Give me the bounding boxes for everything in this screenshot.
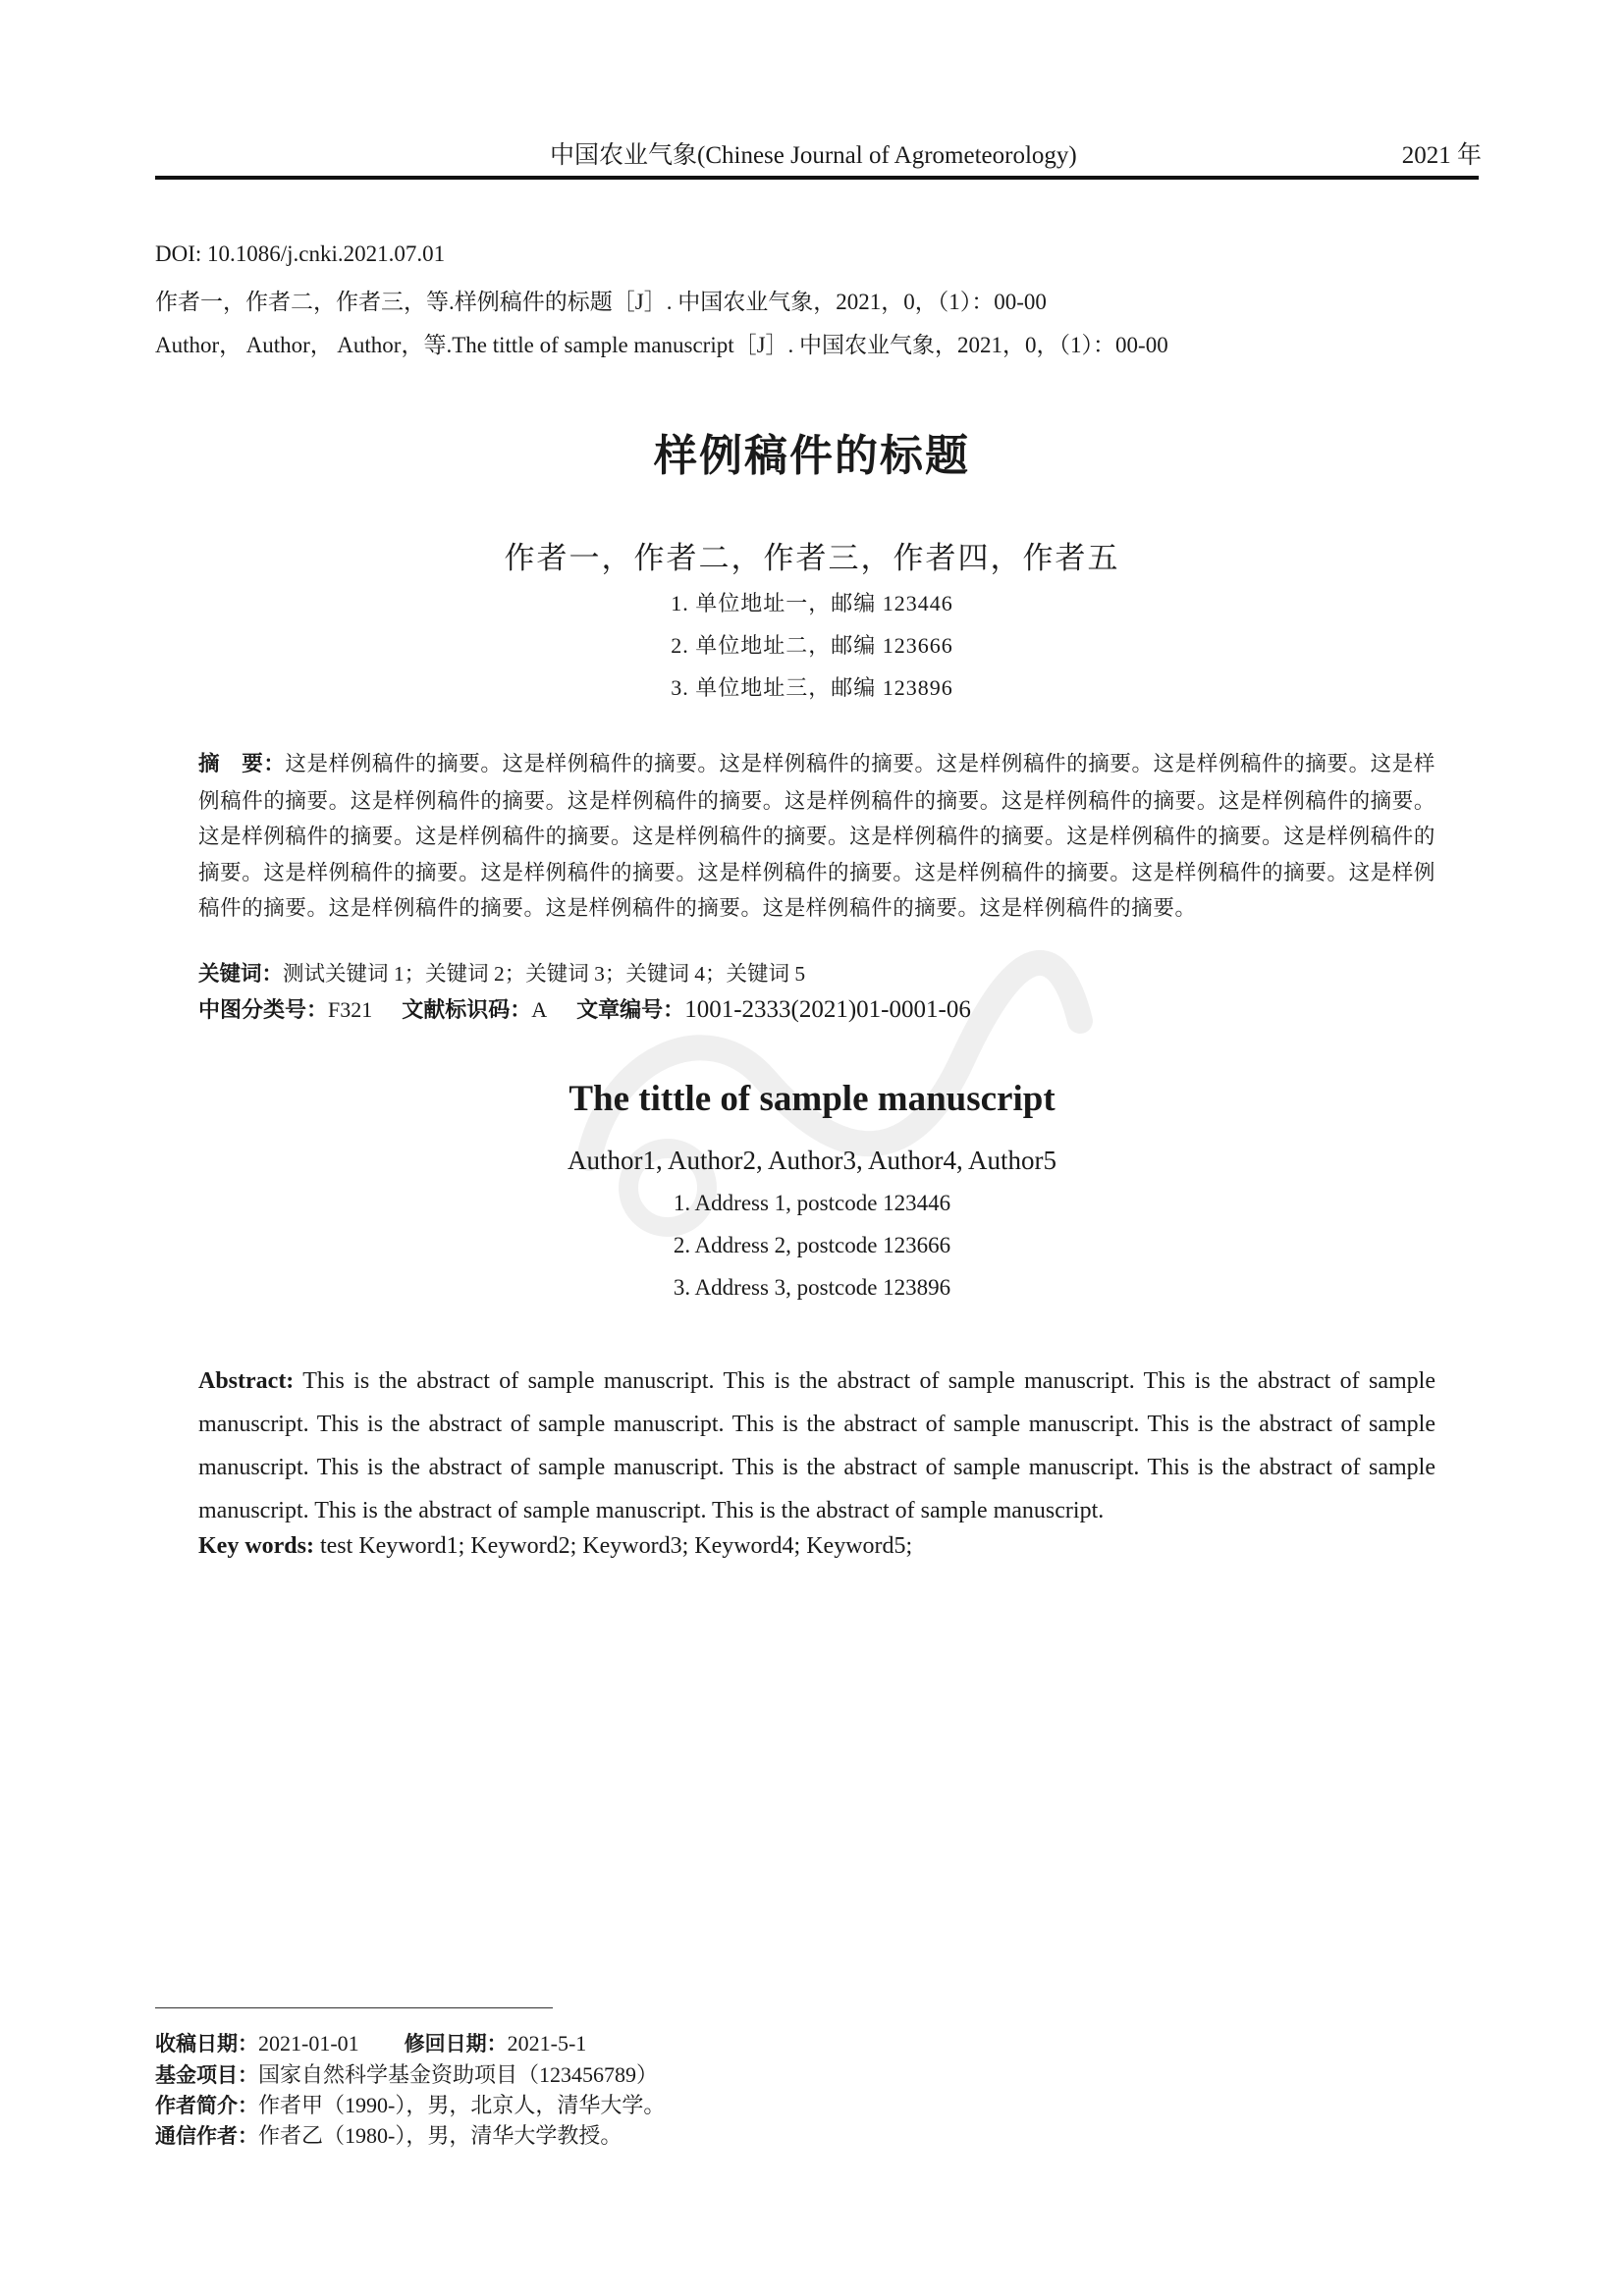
en-abstract bbox=[198, 1360, 1435, 1532]
cn-affiliation-3: 3. 单位地址三，邮编 123896 bbox=[671, 675, 953, 700]
cn-title: 样例稿件的标题 bbox=[654, 431, 970, 481]
header-rule bbox=[155, 176, 1479, 180]
en-authors: Author1, Author2, Author3, Author4, Author5 bbox=[568, 1146, 1056, 1175]
article-no-label: 文章编号： bbox=[576, 998, 685, 1023]
en-keywords-label: Key words: bbox=[198, 1533, 314, 1559]
cn-keywords-label: 关键词： bbox=[198, 962, 284, 987]
cn-abstract-text: 这是样例稿件的摘要。这是样例稿件的摘要。这是样例稿件的摘要。这是样例稿件的摘要。这是样例稿件的摘要。这是样例稿件的摘要。这是样例稿件的摘要。这是样例稿件的摘要。这是样例稿件的摘要。这是样例稿件的摘要。这是样例稿件的摘要。这是样例稿件的摘要。这是样例稿件的摘要。这是样例稿件的摘要。这是样例稿件的摘要。这是样例稿件的摘要。这是样例稿件的摘要。这是样例稿件的摘要。这是样例稿件的摘要。这是样例稿件的摘要。这是样例稿件的摘要。这是样例稿件的摘要。这是样例稿件的摘要。这是样例稿件的摘要。这是样例稿件的摘要。这是样例稿件的摘要。这是样例稿件的摘要。 bbox=[198, 752, 1435, 920]
article-no-value: 1001-2333(2021)01-0001-06 bbox=[684, 996, 971, 1023]
cn-affiliation-1: 1. 单位地址一，邮编 123446 bbox=[671, 591, 953, 615]
fund-value: 国家自然科学基金资助项目（123456789） bbox=[258, 2062, 659, 2087]
doi-line: DOI: 10.1086/j.cnki.2021.07.01 bbox=[155, 241, 446, 266]
cn-affiliation-2: 2. 单位地址二，邮编 123666 bbox=[671, 633, 953, 658]
en-citation-line: Author， Author， Author，等.The tittle of sample manuscript［J］. 中国农业气象，2021，0，（1）：00-00 bbox=[155, 333, 1168, 357]
received-value: 2021-01-01 bbox=[258, 2031, 359, 2056]
en-affiliation-3: 3. Address 3, postcode 123896 bbox=[673, 1275, 951, 1300]
en-affiliation-2: 2. Address 2, postcode 123666 bbox=[673, 1233, 951, 1257]
cn-keywords-text: 测试关键词 1；关键词 2；关键词 3；关键词 4；关键词 5 bbox=[283, 962, 806, 986]
clc-value: F321 bbox=[328, 997, 373, 1022]
cn-citation-line: 作者一，作者二，作者三，等.样例稿件的标题［J］. 中国农业气象，2021，0，（1）：00-00 bbox=[155, 290, 1047, 314]
footnote-dates bbox=[155, 2028, 586, 2057]
received-label: 收稿日期： bbox=[155, 2032, 258, 2056]
en-keywords bbox=[198, 1533, 912, 1560]
bio-label: 作者简介： bbox=[155, 2094, 258, 2117]
bio-value: 作者甲（1990-），男，北京人，清华大学。 bbox=[258, 2093, 666, 2117]
running-header-year: 2021 年 bbox=[1401, 142, 1482, 169]
revised-label: 修回日期： bbox=[404, 2032, 508, 2056]
en-keywords-text: test Keyword1; Keyword2; Keyword3; Keyword4; Keyword5; bbox=[313, 1533, 913, 1559]
footnote-fund bbox=[155, 2058, 658, 2089]
corr-value: 作者乙（1980-），男，清华大学教授。 bbox=[258, 2123, 623, 2148]
cn-authors: 作者一，作者二，作者三，作者四，作者五 bbox=[504, 541, 1120, 575]
corr-label: 通信作者： bbox=[155, 2124, 258, 2148]
running-header-journal: 中国农业气象(Chinese Journal of Agrometeorology) bbox=[550, 142, 1077, 169]
en-abstract-text: This is the abstract of sample manuscript. This is the abstract of sample manuscript. This is the abstract of sample manuscript. This is the abstract of sample manuscript. This is the abstract of sample manuscript. This is the abstract of sample manuscript. This is the abstract of sample manuscript. This is the abstract of sample manuscript. This is the abstract of sample manuscript. This is the abstract of sample manuscript. This is the abstract of sample manuscript. bbox=[198, 1368, 1435, 1523]
en-abstract-label: Abstract: bbox=[198, 1368, 295, 1394]
footnote-author-bio bbox=[155, 2089, 665, 2119]
doc-code-value: A bbox=[531, 997, 548, 1022]
en-title: The tittle of sample manuscript bbox=[568, 1079, 1056, 1119]
fund-label: 基金项目： bbox=[155, 2063, 258, 2087]
footnote-corresponding bbox=[155, 2119, 622, 2150]
cn-abstract-label: 摘 要： bbox=[198, 752, 286, 776]
en-affiliation-1: 1. Address 1, postcode 123446 bbox=[673, 1191, 951, 1215]
doc-code-label: 文献标识码： bbox=[402, 998, 532, 1023]
footnote-rule bbox=[155, 2007, 553, 2008]
revised-value: 2021-5-1 bbox=[507, 2031, 587, 2056]
clc-label: 中图分类号： bbox=[198, 998, 329, 1023]
